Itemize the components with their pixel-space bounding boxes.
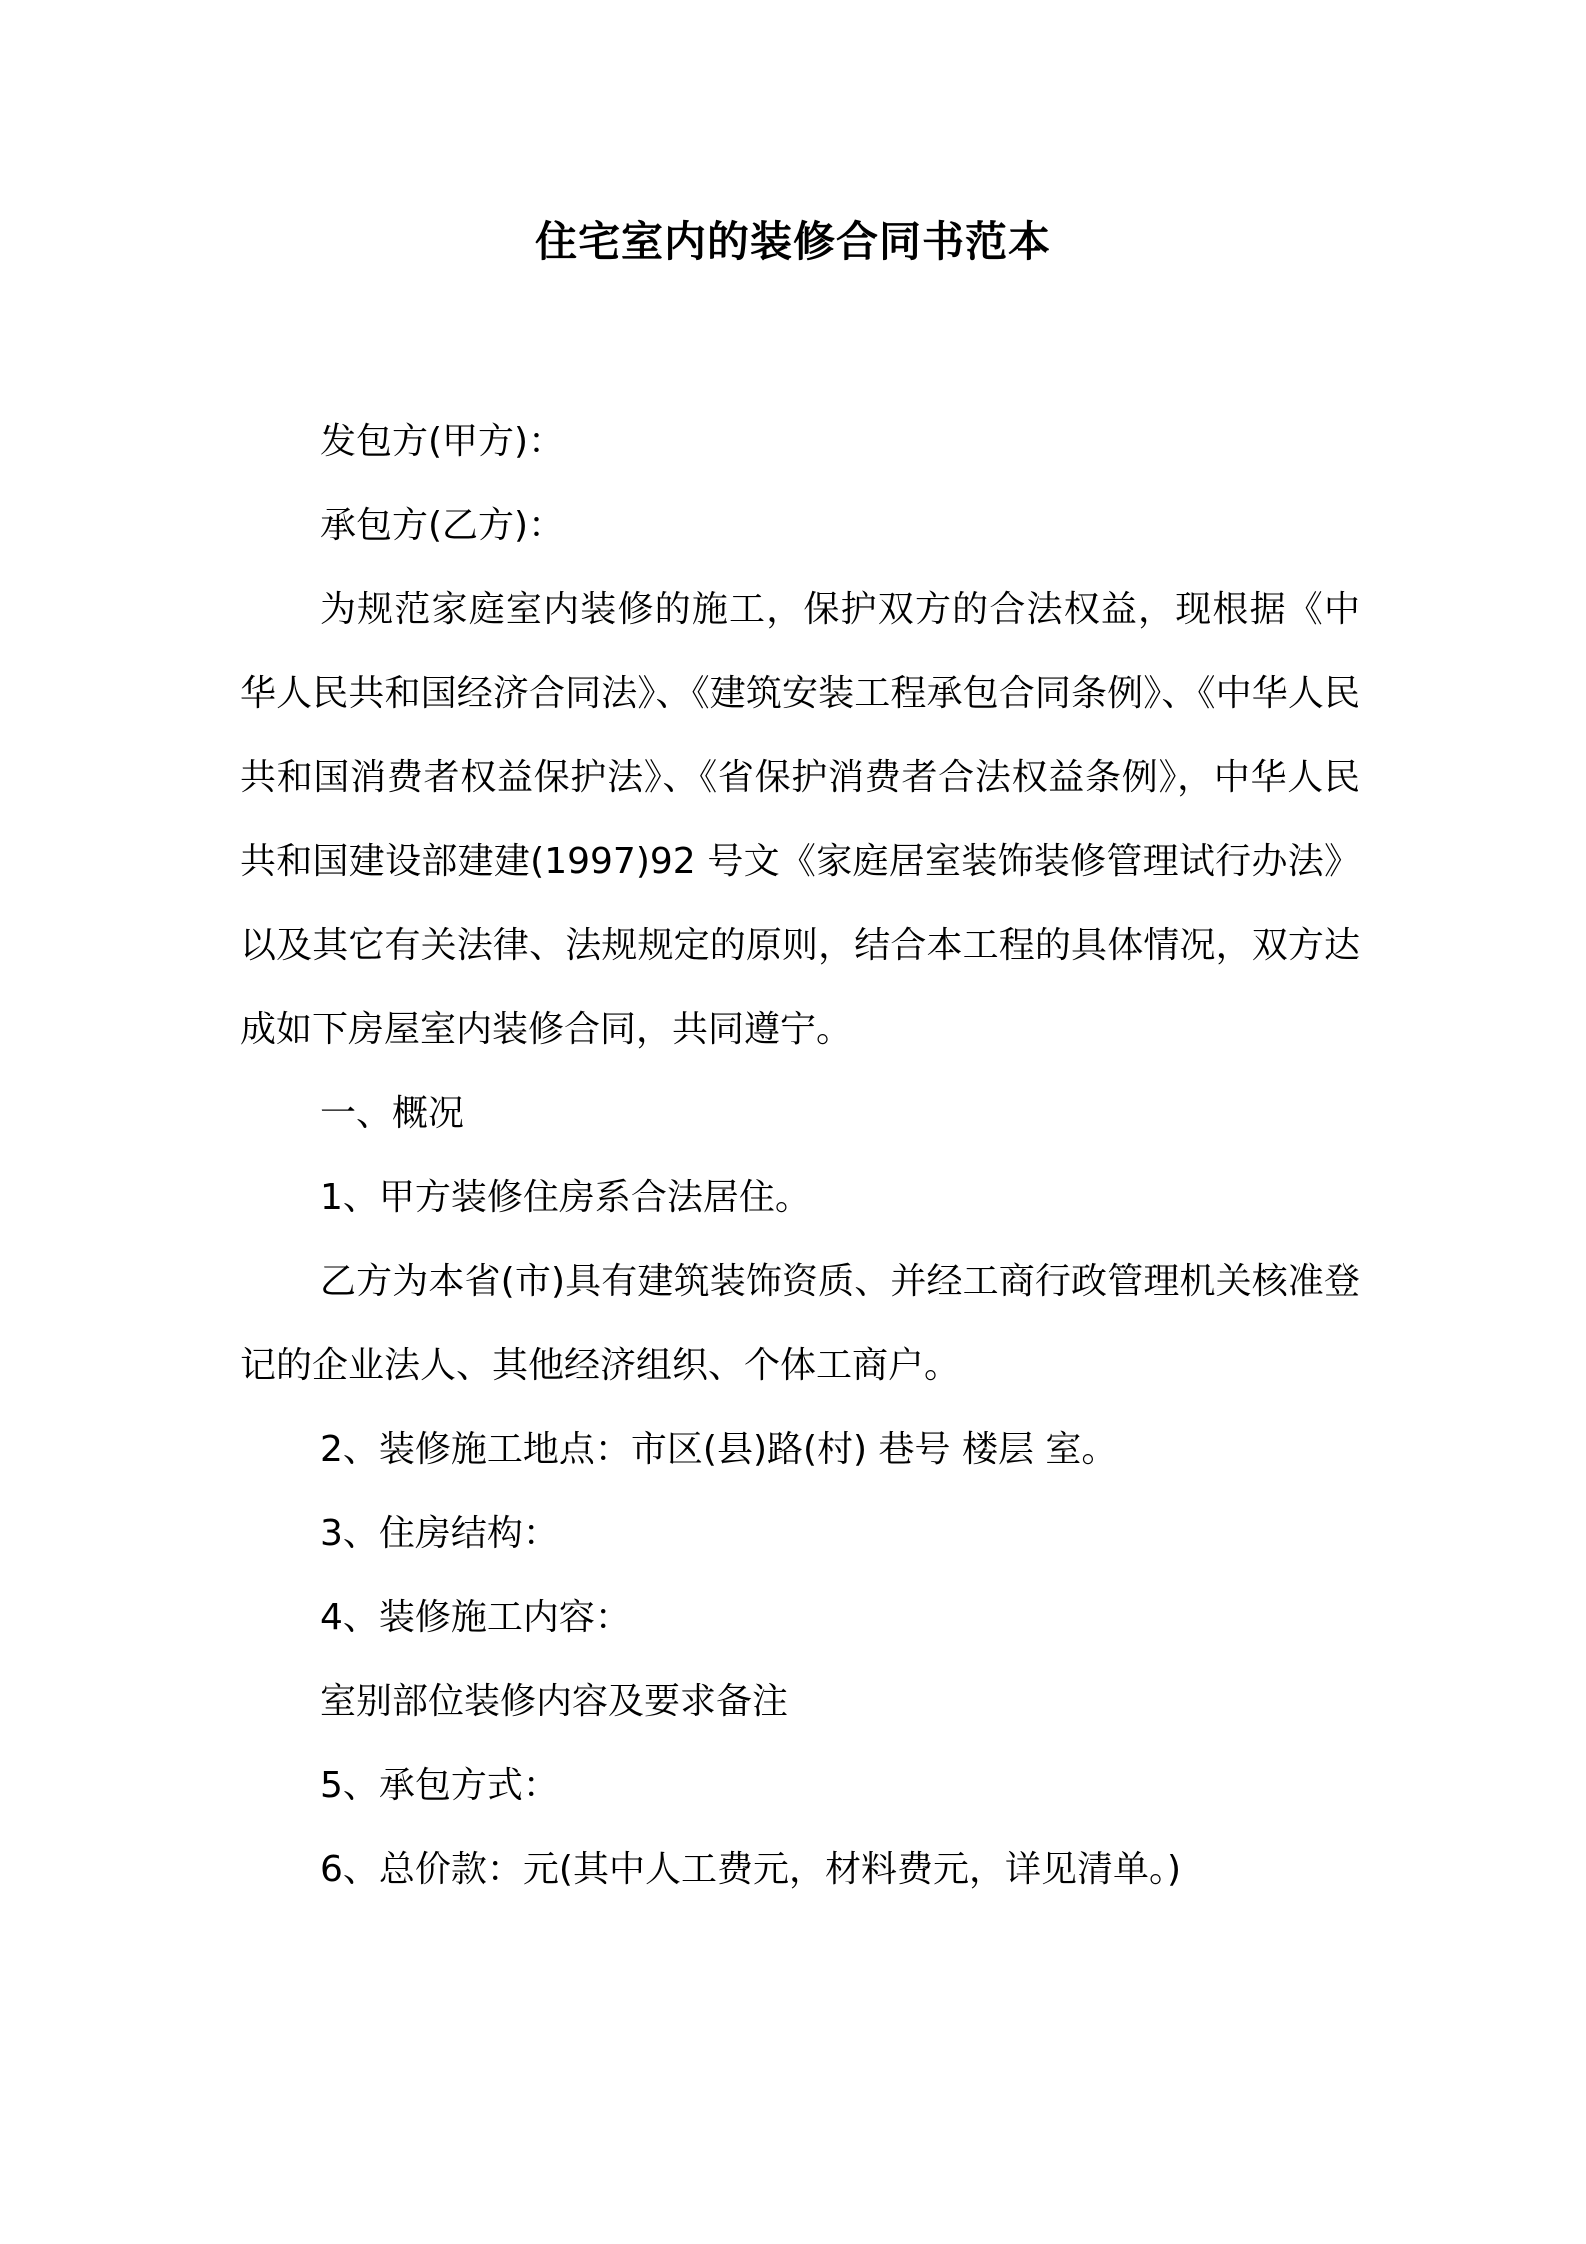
clause-2-location: 2、装修施工地点：市区(县)路(村) 巷号 楼层 室。 xyxy=(320,1429,1118,1470)
party-b-line: 承包方(乙方)： xyxy=(320,505,565,546)
document-title: 住宅室内的装修合同书范本 xyxy=(534,217,1051,266)
room-table-header-line: 室别部位装修内容及要求备注 xyxy=(320,1681,789,1722)
party-a-line: 发包方(甲方)： xyxy=(320,421,565,462)
section-heading-overview: 一、概况 xyxy=(320,1093,465,1134)
clause-1: 1、甲方装修住房系合法居住。 xyxy=(320,1177,811,1218)
document-body xyxy=(240,400,1360,1912)
contractor-qualification-paragraph: 乙方为本省(市)具有建筑装饰资质、并经工商行政管理机关核准登记的企业法人、其他经济组织、个体工商户。 xyxy=(240,1261,1360,1386)
preamble-paragraph: 为规范家庭室内装修的施工，保护双方的合法权益，现根据《中华人民共和国经济合同法》、《建筑安装工程承包合同条例》、《中华人民共和国消费者权益保护法》、《省保护消费者合法权益条例》，中华人民共和国建设部建建(1997)92 号文《家庭居室装饰装修管理试行办法》以及其它有关法律、法规规定的原则，结合本工程的具体情况，双方达成如下房屋室内装修合同，共同遵宁。 xyxy=(240,589,1360,1050)
clause-4-content: 4、装修施工内容： xyxy=(320,1597,631,1638)
clause-3-structure: 3、住房结构： xyxy=(320,1513,559,1554)
clause-5-contract-method: 5、承包方式： xyxy=(320,1765,559,1806)
clause-6-total-price: 6、总价款：元(其中人工费元，材料费元，详见清单。) xyxy=(320,1849,1181,1890)
